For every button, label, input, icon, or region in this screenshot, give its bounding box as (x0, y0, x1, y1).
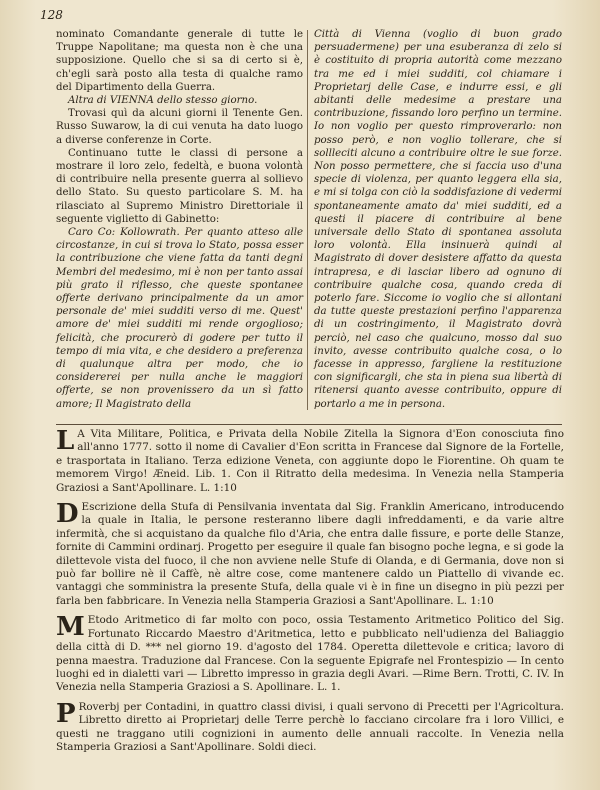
left-paragraph-1: nominato Comandante generale di tutte le Truppe Napolitane; ma questa non è che una supposizione. Quello che si sa di certo si è, ch'egli sarà posto alla testa di qualche ramo del Dipartimento della Guerra. (56, 29, 303, 93)
left-paragraph-2: Trovasi quì da alcuni giorni il Tenente Gen. Russo Suwarow, la di cui venuta ha dato luogo a diverse conferenze in Corte. (56, 108, 303, 146)
ad-text: Roverbj per Contadini, in quattro classi divisi, i quali servono di Precetti per l'Agricoltura. Libretto diretto ai Proprietarj delle Terre perchè lo facciano circolare fra i loro Villici, e questi ne traggano utili cognizioni in aumento delle annuali raccolte. In Venezia nella Stamperia Graziosi a Sant'Apollinare. Soldi dieci. (56, 700, 564, 753)
advertisements-section (56, 428, 564, 760)
dateline-vienna: Altra di VIENNA dello stesso giorno. (68, 95, 258, 107)
ad-item (56, 698, 564, 755)
section-rule (56, 424, 562, 425)
ad-initial: L (56, 426, 75, 456)
ad-text: A Vita Militare, Politica, e Privata della Nobile Zitella la Signora d'Eon conosciuta fino all'anno 1777. sotto il nome di Cavalier d'Eon scritta in Francese dal Signore de la Fortelle, e trasportata in Italiano. Terza edizione Veneta, con aggiunte dopo le Fiorentine. Oh quam te memorem Virgo! Æneid. Lib. 1. Con il Ritratto della medesima. In Venezia nella Stamperia Graziosi a Sant'Apollinare. L. 1:10 (56, 428, 564, 494)
ad-initial: P (56, 698, 76, 729)
ad-text: Escrizione della Stufa di Pensilvania inventata dal Sig. Franklin Americano, introducendo la quale in Italia, le persone resteranno libere dagli infreddamenti, e da varie altre infermità, che si acquistano da qualche filo d'Aria, che entra dalle fissure, e porte delle Stanze, fornite di Cammini ordinarj. Progetto per eseguire il quale fan bisogno poche legna, e si gode la dilettevole vista del fuoco, il che non avviene nelle Stufe di Olanda, e di Germania, dove non si può far bollire nè il Caffè, nè altre cose, come mantenere caldo un Piattello di vivande ec. vantaggi che somministra la presente Stufa, della quale vi è in fine un disegno in più pezzi per farla ben fabbricare. In Venezia nella Stamperia Graziosi a Sant'Apollinare. L. 1:10 (56, 501, 564, 607)
ad-text: Etodo Aritmetico di far molto con poco, ossia Testamento Aritmetico Politico del Sig. Fortunato Riccardo Maestro d'Aritmetica, letto e pubblicato nell'udienza del Baliaggio della città di D. *** nel giorno 19. d'agosto del 1784. Operetta dilettevole e critica; lavoro di penna maestra. Traduzione dal Francese. Con la seguente Epigrafe nel Frontespizio — In cento luoghi ed in dialetti vari — Libretto impresso in grazia degli Avari. —Rime Bern. Trotti, C. IV. In Venezia nella Stamperia Graziosi a S. Apollinare. L. 1. (56, 614, 564, 694)
imperial-letter-continued: Città di Vienna (voglio di buon grado persuadermene) per una esuberanza di zelo si è costituito di propria autorità come mezzano tra me ed i miei sudditi, col chiamare i Proprietarj delle Case, e indurre essi, e gli abitanti delle medesime a prestare una contribuzione, fissando loro perfino un termine. Io non voglio per questo rimproverarlo: non posso però, e non voglio tollerare, che si sollleciti alcuno a contribuire oltre le sue forze. Non posso permettere, che si faccia uso d'una specie di violenza, per quanto leggera ella sia, e mi si tolga con ciò la soddisfazione di vedermi spontaneamente amato da' miei sudditi, ed a questi il piacere di contribuire al bene universale dello Stato di spontanea assoluta loro volontà. Ella insinuerà quindi al Magistrato di dover desistere affatto da questa intrapresa, e di lasciar libero ad ognuno di contribuire qualche cosa, quando creda di poterlo fare. Siccome io voglio che si allontani da tutte queste prestazioni perfino l'apparenza di un costringimento, il Magistrato dovrà perciò, nel caso che qualcuno, mosso dal suo invito, avesse contribuito qualche cosa, o lo facesse in appresso, fargliene la restituzione con significargli, che sta in piena sua libertà di ritenersi quanto avesse contribuito, oppure di portarlo a me in persona. (314, 29, 562, 410)
column-divider (307, 30, 308, 410)
ad-item (56, 428, 564, 495)
ad-item (56, 614, 564, 694)
left-paragraph-3: Continuano tutte le classi di persone a mostrare il loro zelo, fedeltà, e buona volontà di contribuire nella presente guerra al sollievo dello Stato. Su questo particolare S. M. ha rilasciato al Supremo Ministro Direttoriale il seguente viglietto di Gabinetto: (56, 147, 303, 225)
imperial-letter-start: Caro Co: Kollowrath. Per quanto atteso alle circostanze, in cui si trova lo Stato, possa esser la contribuzione che viene fatta da tanti degni Membri del medesimo, mi è non per tanto assai più grato il riflesso, che queste spontanee offerte derivano principalmente da un amor personale de' miei sudditi verso di me. Quest' amore de' miei sudditi mi rende orgoglioso; felicità, che procurerò di godere per tutto il tempo di mia vita, e che desidero a preferenza di qualunque altra per modo, che io considererei per nulla anche le maggiori offerte, se non provenissero da un sì fatto amore; Il Magistrato della (56, 227, 303, 410)
right-column (314, 28, 562, 411)
ad-item (56, 501, 564, 608)
ad-initial: D (56, 499, 79, 530)
left-column (56, 28, 303, 411)
ad-initial: M (56, 612, 85, 643)
page-number: 128 (40, 8, 63, 22)
